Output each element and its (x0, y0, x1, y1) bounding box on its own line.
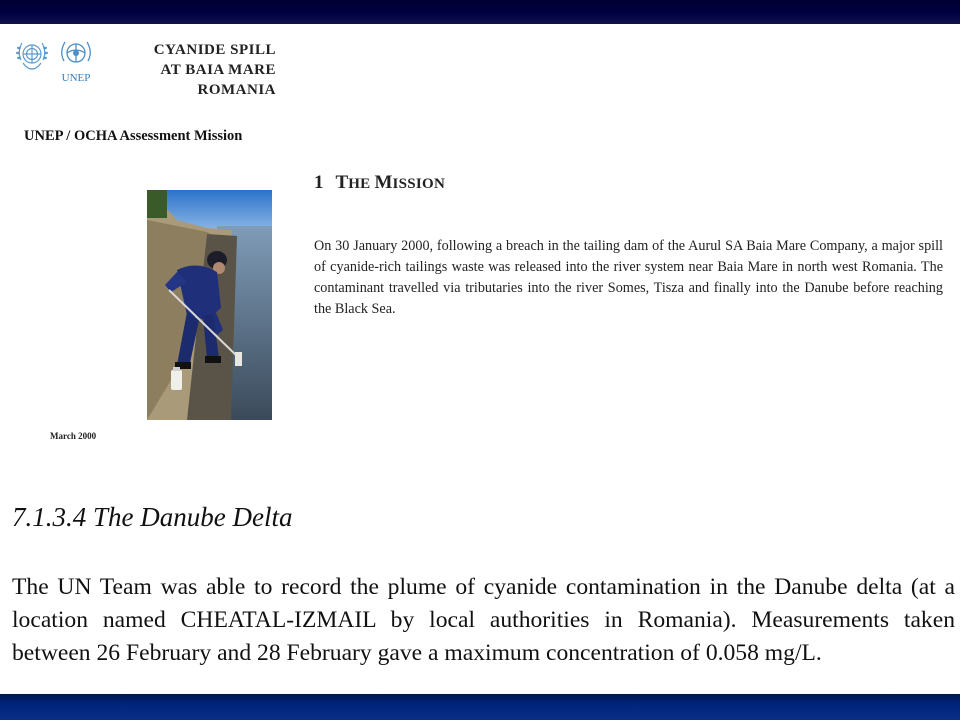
bottom-bar (0, 694, 960, 720)
section-title-rest: ISSION (392, 176, 446, 192)
cover-title-line: AT BAIA MARE (160, 62, 276, 78)
section-title-rest: HE (348, 176, 375, 192)
unep-emblem-icon (56, 36, 96, 86)
un-emblem-icon (13, 36, 51, 76)
delta-paragraph: The UN Team was able to record the plume of cyanide contamination in the Danube delta (at a location named CHEATAL-IZMAIL by local authorities in Romania). Measurements taken between 26 February and 28 February gave a maximum concentration of 0.058 mg/L. (12, 574, 955, 666)
top-bar (0, 0, 960, 24)
cover-title-line: ROMANIA (197, 82, 276, 98)
cover-title (154, 40, 276, 100)
delta-heading: 7.1.3.4 The Danube Delta (12, 502, 293, 532)
section-heading (314, 172, 445, 194)
section-title-initial: T (335, 172, 349, 193)
cover-photo (147, 190, 272, 420)
mission-label: UNEP / OCHA Assessment Mission (24, 128, 243, 144)
cover-date: March 2000 (50, 431, 97, 441)
unep-label: UNEP (61, 72, 91, 84)
cover-title-line: CYANIDE SPILL (153, 42, 276, 58)
mission-paragraph: On 30 January 2000, following a breach in the tailing dam of the Aurul SA Baia Mare Company, a major spill of cyanide-rich tailings waste was released into the river system near Baia Mare in north west Romania. The contaminant travelled via tributaries into the river Somes, Tisza and finally into the Danube before reaching the Black Sea. (314, 238, 943, 317)
section-title-initial: M (374, 172, 393, 193)
section-number: 1 (314, 172, 324, 193)
